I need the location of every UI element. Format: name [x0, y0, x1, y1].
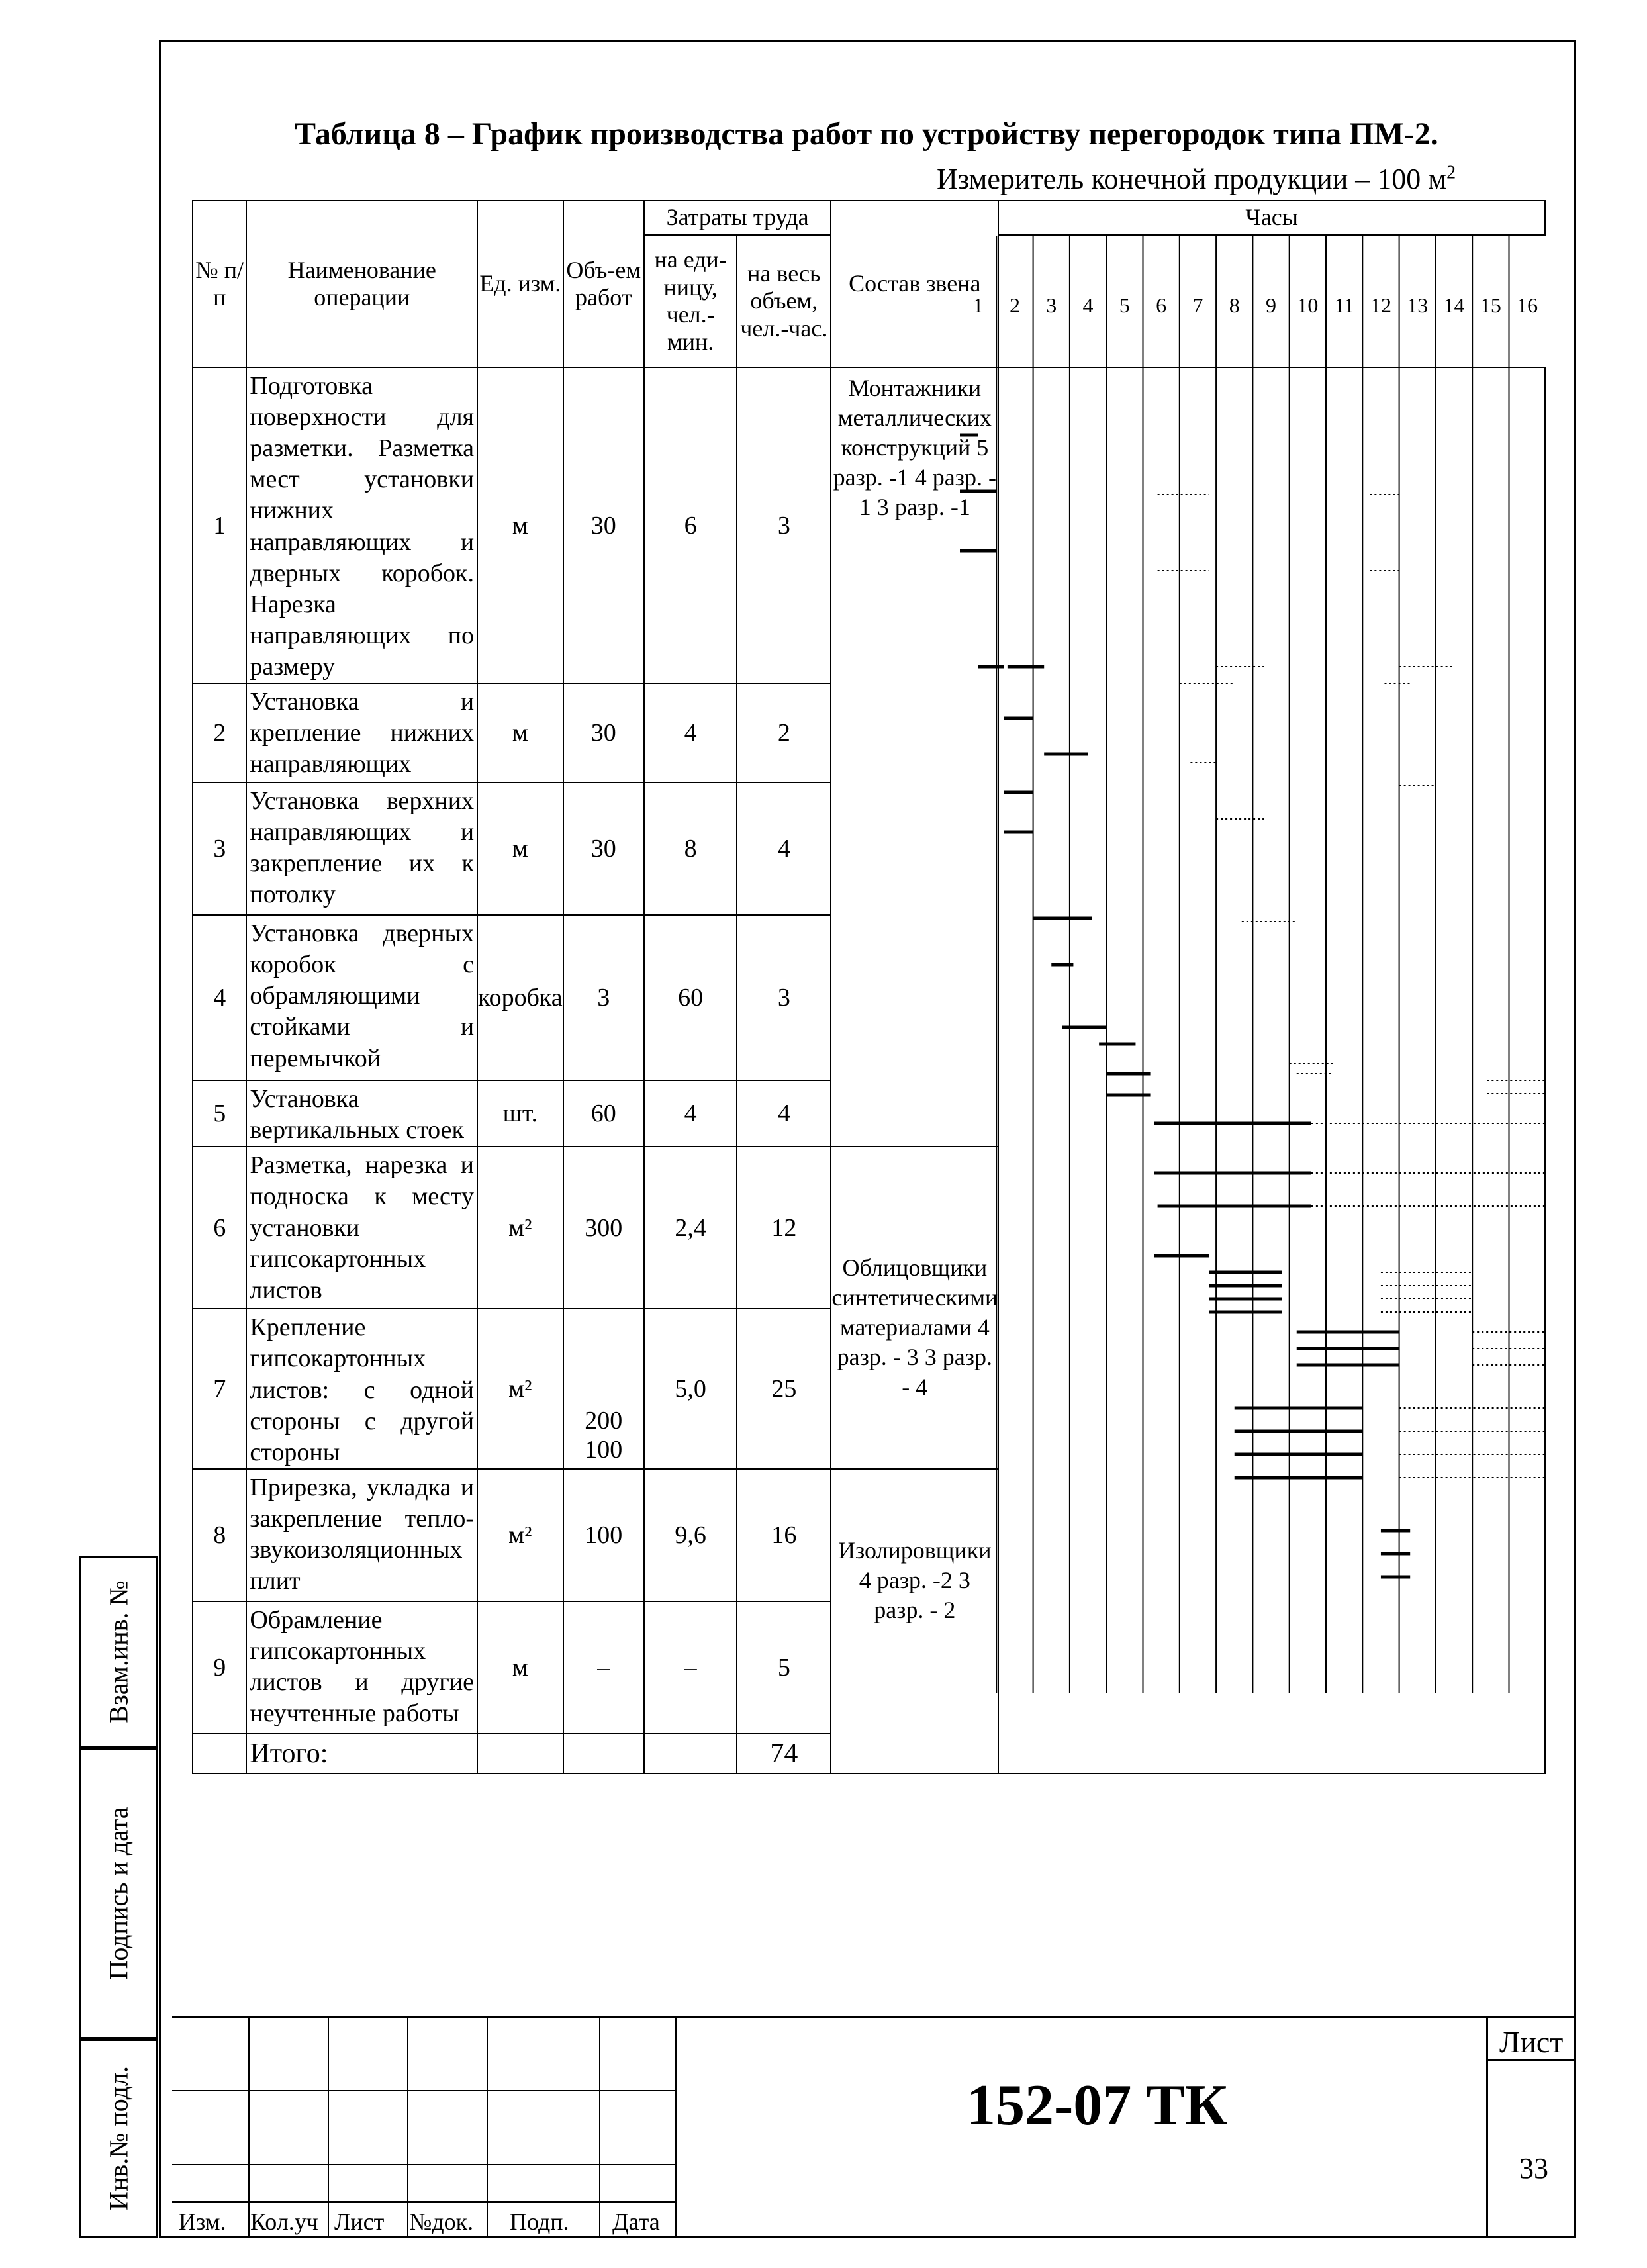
row-unit: м [477, 1601, 563, 1734]
header-name: Наименование операции [246, 201, 477, 367]
row-name: Подготовка поверхности для разметки. Разметка мест установки нижних направляющих и дверных коробок. Нарезка направляющих по размеру [246, 367, 477, 683]
row-num: 3 [193, 782, 246, 915]
row-name: Установка дверных коробок с обрамляющими стойками и перемычкой [246, 915, 477, 1080]
crew-cell: Изолировщики 4 разр. -2 3 разр. - 2 [831, 1469, 998, 1773]
row-per-unit: 9,6 [644, 1469, 737, 1601]
row-volume: 60 [563, 1080, 644, 1147]
table-title: Таблица 8 – График производства работ по устройству перегородок типа ПМ-2. [295, 117, 1438, 152]
row-total: 2 [737, 683, 831, 782]
document-code: 152-07 ТК [966, 2073, 1227, 2138]
row-volume: 30 [563, 367, 644, 683]
unit-measure: Измеритель конечной продукции – 100 $м^2$ [937, 162, 1456, 195]
tb-col-sign: Подп. [510, 2208, 569, 2235]
crew-cell: Монтажники металлических конструкций 5 разр. -1 4 разр. - 1 3 разр. -1 [831, 367, 998, 1147]
tb-col-sheet: Лист [334, 2208, 385, 2235]
row-volume: 30 [563, 782, 644, 915]
gantt-chart [960, 200, 1546, 1696]
hour-number: 12 [1370, 293, 1391, 317]
row-total: 3 [737, 367, 831, 683]
stamp-replace-inv: Взам.инв. № [79, 1556, 158, 1748]
row-unit: шт. [477, 1080, 563, 1147]
row-name: Установка и крепление нижних направляющих [246, 683, 477, 782]
row-num: 2 [193, 683, 246, 782]
hour-number: 3 [1046, 293, 1057, 317]
header-num: № п/п [193, 201, 246, 367]
title-block [172, 2016, 1576, 2238]
header-volume: Объ-ем работ [563, 201, 644, 367]
header-hours: Часы [998, 201, 1545, 235]
hour-number: 14 [1443, 293, 1465, 317]
hour-number: 9 [1266, 293, 1277, 317]
row-unit: м² [477, 1309, 563, 1469]
hour-number: 2 [1009, 293, 1020, 317]
hour-number: 13 [1407, 293, 1429, 317]
row-num: 1 [193, 367, 246, 683]
row-total: 12 [737, 1147, 831, 1309]
row-num: 9 [193, 1601, 246, 1734]
row-name: Обрамление гипсокартонных листов и другие неучтенные работы [246, 1601, 477, 1734]
tb-col-doc: №док. [409, 2208, 474, 2235]
row-name: Прирезка, укладка и закрепление тепло-звукоизоляционных плит [246, 1469, 477, 1601]
row-total: 3 [737, 915, 831, 1080]
row-unit: м² [477, 1469, 563, 1601]
hour-number: 11 [1334, 293, 1355, 317]
stamp-inv-original: Инв.№ подл. [79, 2039, 158, 2238]
total-value: 74 [737, 1734, 831, 1773]
hour-number: 5 [1119, 293, 1130, 317]
total-label: Итого: [246, 1734, 477, 1773]
row-unit: коробка [477, 915, 563, 1080]
hour-number: 10 [1297, 293, 1319, 317]
row-num: 8 [193, 1469, 246, 1601]
hour-number: 6 [1156, 293, 1167, 317]
row-num: 4 [193, 915, 246, 1080]
sheet-number: 33 [1519, 2152, 1548, 2185]
row-volume: 200 100 [563, 1309, 644, 1469]
row-name: Установка вертикальных стоек [246, 1080, 477, 1147]
row-volume: – [563, 1601, 644, 1734]
hour-number: 4 [1082, 293, 1094, 317]
row-per-unit: 8 [644, 782, 737, 915]
row-unit: м [477, 683, 563, 782]
row-volume: 300 [563, 1147, 644, 1309]
row-per-unit: 4 [644, 683, 737, 782]
header-crew: Состав звена [831, 201, 998, 367]
hour-number: 8 [1229, 293, 1240, 317]
header-labor: Затраты труда [644, 201, 831, 235]
row-unit: м [477, 367, 563, 683]
row-per-unit: – [644, 1601, 737, 1734]
row-volume: 100 [563, 1469, 644, 1601]
row-unit: м² [477, 1147, 563, 1309]
row-volume: 3 [563, 915, 644, 1080]
row-name: Установка верхних направляющих и закрепление их к потолку [246, 782, 477, 915]
header-total: на весь объем, чел.-час. [737, 235, 831, 367]
row-per-unit: 60 [644, 915, 737, 1080]
row-per-unit: 4 [644, 1080, 737, 1147]
sheet-label: Лист [1499, 2025, 1564, 2059]
header-unit: Ед. изм. [477, 201, 563, 367]
hour-number: 1 [972, 293, 984, 317]
stamp-signature-date: Подпись и дата [79, 1748, 158, 2039]
hour-number: 16 [1517, 293, 1538, 317]
row-num: 5 [193, 1080, 246, 1147]
row-total: 25 [737, 1309, 831, 1469]
header-per-unit: на еди-ницу, чел.-мин. [644, 235, 737, 367]
row-num: 6 [193, 1147, 246, 1309]
row-name: Крепление гипсокартонных листов: с одной стороны с другой стороны [246, 1309, 477, 1469]
row-num: 7 [193, 1309, 246, 1469]
row-per-unit: 6 [644, 367, 737, 683]
hour-number: 7 [1192, 293, 1203, 317]
row-volume: 30 [563, 683, 644, 782]
row-total: 4 [737, 782, 831, 915]
row-total: 5 [737, 1601, 831, 1734]
row-unit: м [477, 782, 563, 915]
row-total: 4 [737, 1080, 831, 1147]
tb-col-count: Кол.уч [250, 2208, 318, 2235]
row-name: Разметка, нарезка и подноска к месту установки гипсокартонных листов [246, 1147, 477, 1309]
tb-col-change: Изм. [179, 2208, 226, 2235]
crew-cell: Облицовщики синтетическими материалами 4 разр. - 3 3 разр. - 4 [831, 1147, 998, 1469]
hour-number: 15 [1480, 293, 1501, 317]
row-per-unit: 5,0 [644, 1309, 737, 1469]
tb-col-date: Дата [612, 2208, 660, 2235]
row-per-unit: 2,4 [644, 1147, 737, 1309]
row-total: 16 [737, 1469, 831, 1601]
